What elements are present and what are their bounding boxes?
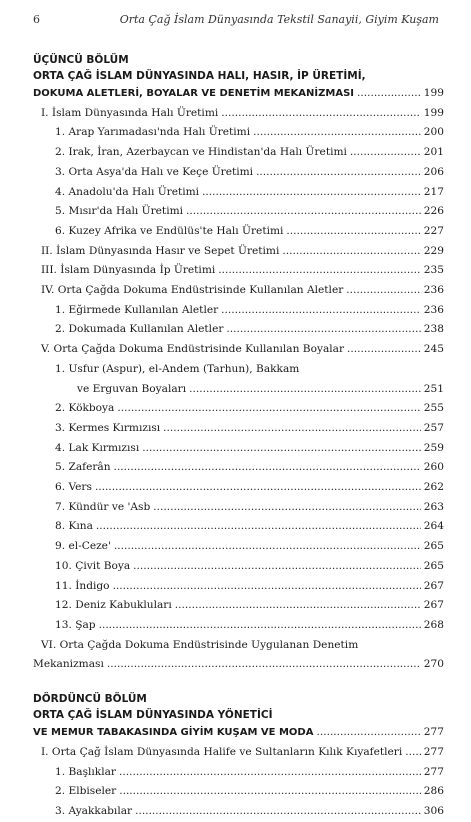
leader-dots — [226, 320, 420, 340]
toc-entry-text: 13. Şap — [55, 618, 96, 631]
toc-entry — [33, 557, 444, 577]
toc-page-number: 201 — [423, 146, 444, 159]
leader-dots — [133, 557, 421, 577]
part3-title-row — [33, 84, 444, 104]
running-title: Orta Çağ İslam Dünyasında Tekstil Sanayii, Giyim Kuşam — [119, 13, 439, 26]
toc-entry-text: I. Orta Çağ İslam Dünyasında Halife ve Sultanların Kılık Kıyafetleri — [41, 745, 403, 758]
part3-label: ÜÇÜNCÜ BÖLÜM — [33, 54, 129, 66]
leader-dots — [286, 222, 420, 242]
toc-entry-text: 10. Çivit Boya — [55, 559, 131, 572]
part4-title-line1: ORTA ÇAĞ İSLAM DÜNYASINDA YÖNETİCİ — [33, 709, 273, 722]
leader-dots — [316, 723, 420, 743]
toc-page-number: 217 — [423, 185, 444, 198]
leader-dots — [142, 439, 421, 459]
toc-entry-text: IV. Orta Çağda Dokuma Endüstrisinde Kullanılan Aletler — [41, 284, 344, 297]
toc-page-number: 199 — [423, 106, 444, 119]
toc-page-number: 199 — [423, 87, 444, 99]
leader-dots — [346, 281, 420, 301]
leader-dots — [107, 655, 421, 675]
toc-entry-text: II. İslam Dünyasında Hasır ve Sepet Üretimi — [41, 244, 280, 257]
toc-page-number: 227 — [423, 224, 444, 237]
toc-page-number: 255 — [423, 402, 444, 415]
toc-entry — [33, 802, 444, 822]
toc-entry-text: V. Orta Çağda Dokuma Endüstrisinde Kullanılan Boyalar — [41, 343, 345, 356]
toc-entry-text: 8. Kına — [55, 520, 93, 533]
toc-page-number: 264 — [423, 520, 444, 533]
toc-entry — [33, 537, 444, 557]
toc-page-number: 267 — [423, 579, 444, 592]
toc-page-number: 265 — [423, 540, 444, 553]
toc-entry — [33, 320, 444, 340]
table-of-contents — [33, 52, 444, 822]
toc-entry — [33, 281, 444, 301]
toc-page-number: 270 — [423, 658, 444, 671]
toc-entry — [33, 763, 444, 783]
toc-entry-text: Mekanizması — [33, 658, 104, 671]
toc-entry — [33, 596, 444, 616]
toc-page-number: 235 — [423, 264, 444, 277]
part3-title-line2: DOKUMA ALETLERİ, BOYALAR VE DENETİM MEKANİZMASI — [33, 88, 355, 99]
leader-dots — [202, 183, 421, 203]
toc-entry — [33, 577, 444, 597]
toc-entry-text: 4. Lak Kırmızısı — [55, 441, 140, 454]
leader-dots — [95, 478, 421, 498]
toc-entry — [33, 301, 444, 321]
toc-page-number: 251 — [423, 382, 444, 395]
toc-page-number: 306 — [423, 804, 444, 817]
toc-page-number: 206 — [423, 165, 444, 178]
leader-dots — [96, 517, 421, 537]
page-number: 6 — [33, 13, 40, 26]
toc-page-number: 268 — [423, 618, 444, 631]
part4-label: DÖRDÜNCÜ BÖLÜM — [33, 693, 147, 706]
leader-dots — [189, 380, 421, 400]
part3-title-line1: ORTA ÇAĞ İSLAM DÜNYASINDA HALI, HASIR, İP ÜRETİMİ, — [33, 70, 366, 82]
leader-dots — [114, 537, 421, 557]
toc-entry — [33, 419, 444, 439]
toc-entry-text: 6. Kuzey Afrika ve Endülüs'te Halı Üretimi — [55, 224, 284, 237]
toc-entry-text: ve Erguvan Boyaları — [77, 382, 187, 395]
running-header — [0, 13, 471, 33]
toc-page-number: 200 — [423, 126, 444, 139]
leader-dots — [117, 399, 420, 419]
toc-entry-text: 4. Anadolu'da Halı Üretimi — [55, 185, 200, 198]
toc-entry-text: 6. Vers — [55, 481, 92, 494]
toc-entry — [33, 202, 444, 222]
toc-page-number: 263 — [423, 500, 444, 513]
toc-entry-text: III. İslam Dünyasında İp Üretimi — [41, 264, 216, 277]
toc-entry — [33, 399, 444, 419]
toc-entry — [33, 104, 444, 124]
toc-entry — [33, 655, 444, 675]
toc-entry — [33, 380, 444, 400]
toc-page-number: 260 — [423, 461, 444, 474]
toc-page-number: 265 — [423, 559, 444, 572]
toc-entry — [33, 616, 444, 636]
toc-page-number: 229 — [423, 244, 444, 257]
toc-entry — [33, 439, 444, 459]
toc-entry-text: 7. Kündür ve 'Asb — [55, 500, 151, 513]
toc-entry — [33, 163, 444, 183]
toc-page-number: 236 — [423, 284, 444, 297]
leader-dots — [163, 419, 421, 439]
toc-entry-text: 1. Başlıklar — [55, 765, 116, 778]
toc-page-number: 277 — [423, 726, 444, 739]
leader-dots — [186, 202, 421, 222]
toc-page-number: 238 — [423, 323, 444, 336]
leader-dots — [256, 163, 421, 183]
toc-entry-text: 3. Ayakkabılar — [55, 804, 133, 817]
toc-entry — [33, 183, 444, 203]
toc-entry-text: 2. Dokumada Kullanılan Aletler — [55, 323, 224, 336]
toc-entry — [33, 340, 444, 360]
toc-entry-text: VI. Orta Çağda Dokuma Endüstrisinde Uygulanan Denetim — [41, 638, 359, 651]
leader-dots — [282, 242, 420, 262]
toc-entry-text: 2. Kökboya — [55, 402, 115, 415]
toc-entry-text: 1. Eğirmede Kullanılan Aletler — [55, 303, 219, 316]
leader-dots — [347, 340, 421, 360]
toc-entry — [33, 261, 444, 281]
leader-dots — [350, 143, 421, 163]
toc-entry — [33, 123, 444, 143]
toc-page-number: 236 — [423, 303, 444, 316]
toc-entry-text: 1. Usfur (Aspur), el-Andem (Tarhun), Bakkam — [55, 362, 300, 375]
leader-dots — [175, 596, 421, 616]
toc-page-number: 245 — [423, 343, 444, 356]
toc-page-number: 286 — [423, 785, 444, 798]
toc-page-number: 262 — [423, 481, 444, 494]
toc-entry-text: 1. Arap Yarımadası'nda Halı Üretimi — [55, 126, 251, 139]
toc-entry — [33, 478, 444, 498]
leader-dots — [221, 301, 421, 321]
toc-page-number: 277 — [423, 745, 444, 758]
toc-page-number: 257 — [423, 421, 444, 434]
toc-entry-text: 11. İndigo — [55, 579, 110, 592]
toc-entry — [33, 517, 444, 537]
toc-entry — [33, 498, 444, 518]
toc-entry-text: 3. Kermes Kırmızısı — [55, 421, 161, 434]
part4-title-row — [33, 723, 444, 743]
toc-page-number: 277 — [423, 765, 444, 778]
toc-entry-text: I. İslam Dünyasında Halı Üretimi — [41, 106, 219, 119]
toc-entry — [33, 143, 444, 163]
part4-title-line2: VE MEMUR TABAKASINDA GİYİM KUŞAM VE MODA — [33, 727, 314, 739]
leader-dots — [119, 763, 421, 783]
toc-page-number: 226 — [423, 205, 444, 218]
toc-entry — [33, 222, 444, 242]
toc-page-number: 259 — [423, 441, 444, 454]
leader-dots — [153, 498, 421, 518]
leader-dots — [221, 104, 421, 124]
leader-dots — [119, 782, 421, 802]
leader-dots — [113, 577, 421, 597]
toc-entry-text: 5. Mısır'da Halı Üretimi — [55, 205, 184, 218]
toc-entry-text: 2. Elbiseler — [55, 785, 117, 798]
leader-dots — [218, 261, 421, 281]
leader-dots — [357, 84, 421, 104]
toc-entry-text: 5. Zaferân — [55, 461, 111, 474]
toc-entry-text: 12. Deniz Kabukluları — [55, 599, 172, 612]
leader-dots — [99, 616, 421, 636]
toc-entry-text: 9. el-Ceze' — [55, 540, 111, 553]
toc-page-number: 267 — [423, 599, 444, 612]
leader-dots — [114, 458, 421, 478]
toc-entry-text: 2. Irak, İran, Azerbaycan ve Hindistan'da Halı Üretimi — [55, 146, 347, 159]
toc-entry — [33, 242, 444, 262]
toc-entry — [33, 458, 444, 478]
toc-entry — [33, 782, 444, 802]
leader-dots — [135, 802, 421, 822]
leader-dots — [253, 123, 421, 143]
toc-entry-text: 3. Orta Asya'da Halı ve Keçe Üretimi — [55, 165, 254, 178]
